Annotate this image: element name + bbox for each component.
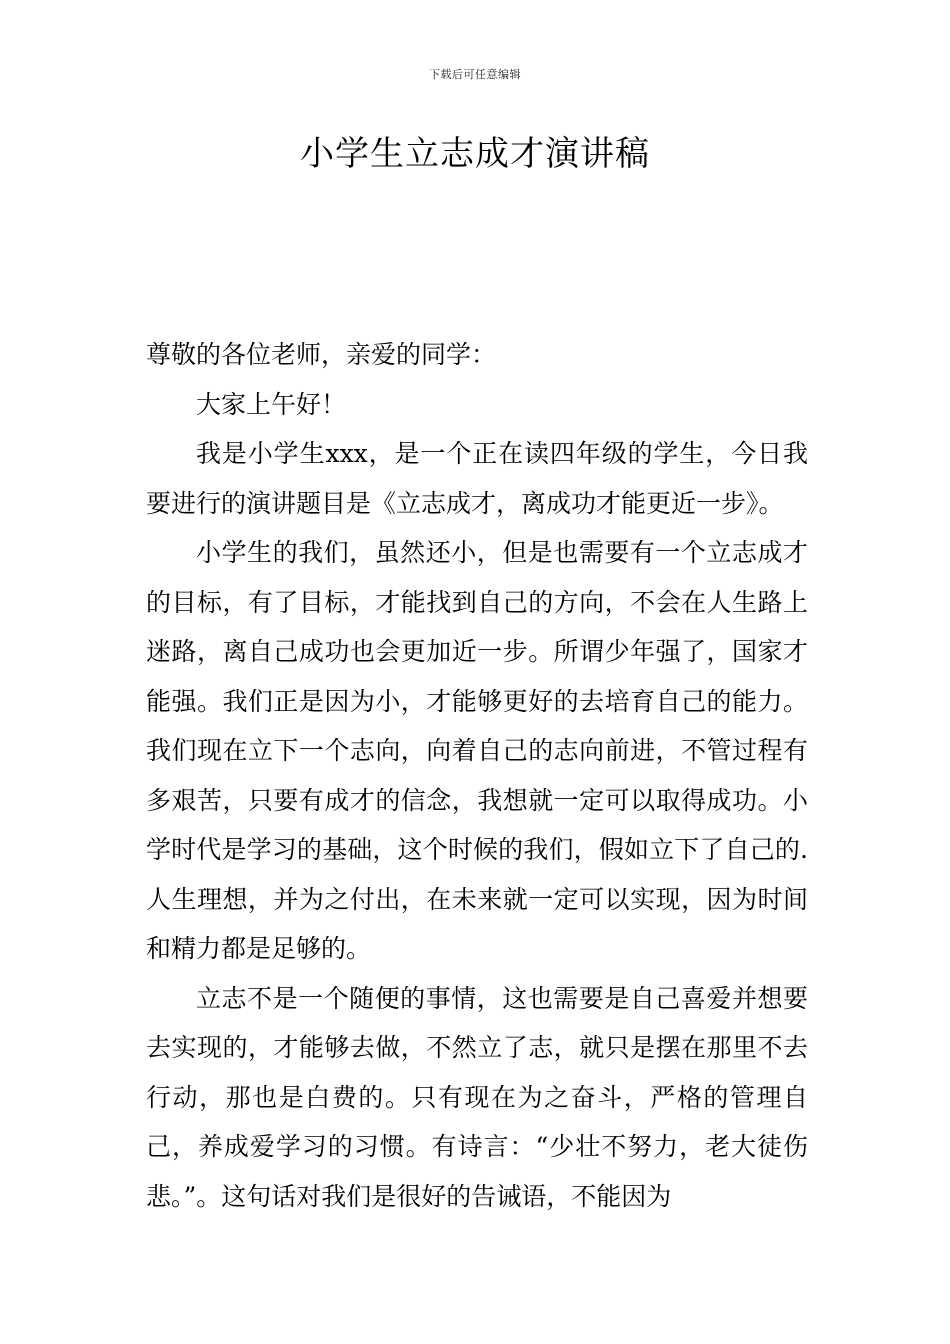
paragraph-greeting: 大家上午好！ — [196, 389, 347, 419]
document-title: 小学生立志成才演讲稿 — [300, 134, 650, 174]
paragraph-action: 立志不是一个随便的事情，这也需要是自己喜爱并想要去实现的，才能够去做，不然立了志，就只是摆在那里不去行动，那也是白费的。只有现在为之奋斗，严格的管理自己，养成爱学习的习惯。有诗言：“少壮不努力，老大徒伤悲。”。这句话对我们是很好的告诫语，不能因为 — [146, 983, 808, 1211]
salutation: 尊敬的各位老师，亲爱的同学： — [146, 340, 497, 369]
paragraph-introduction: 我是小学生xxx，是一个正在读四年级的学生，今日我要进行的演讲题目是《立志成才，离成功才能更近一步》。 — [146, 439, 808, 518]
header-note: 下载后可任意编辑 — [429, 68, 521, 81]
document-body — [146, 330, 808, 1221]
paragraph-goal: 小学生的我们，虽然还小，但是也需要有一个立志成才的目标，有了目标，才能找到自己的方向，不会在人生路上迷路，离自己成功也会更加近一步。所谓少年强了，国家才能强。我们正是因为小，才能够更好的去培育自己的能力。我们现在立下一个志向，向着自己的志向前进，不管过程有多艰苦，只要有成才的信念，我想就一定可以取得成功。小学时代是学习的基础，这个时候的我们，假如立下了自己的.人生理想，并为之付出，在未来就一定可以实现，因为时间和精力都是足够的。 — [146, 538, 808, 963]
